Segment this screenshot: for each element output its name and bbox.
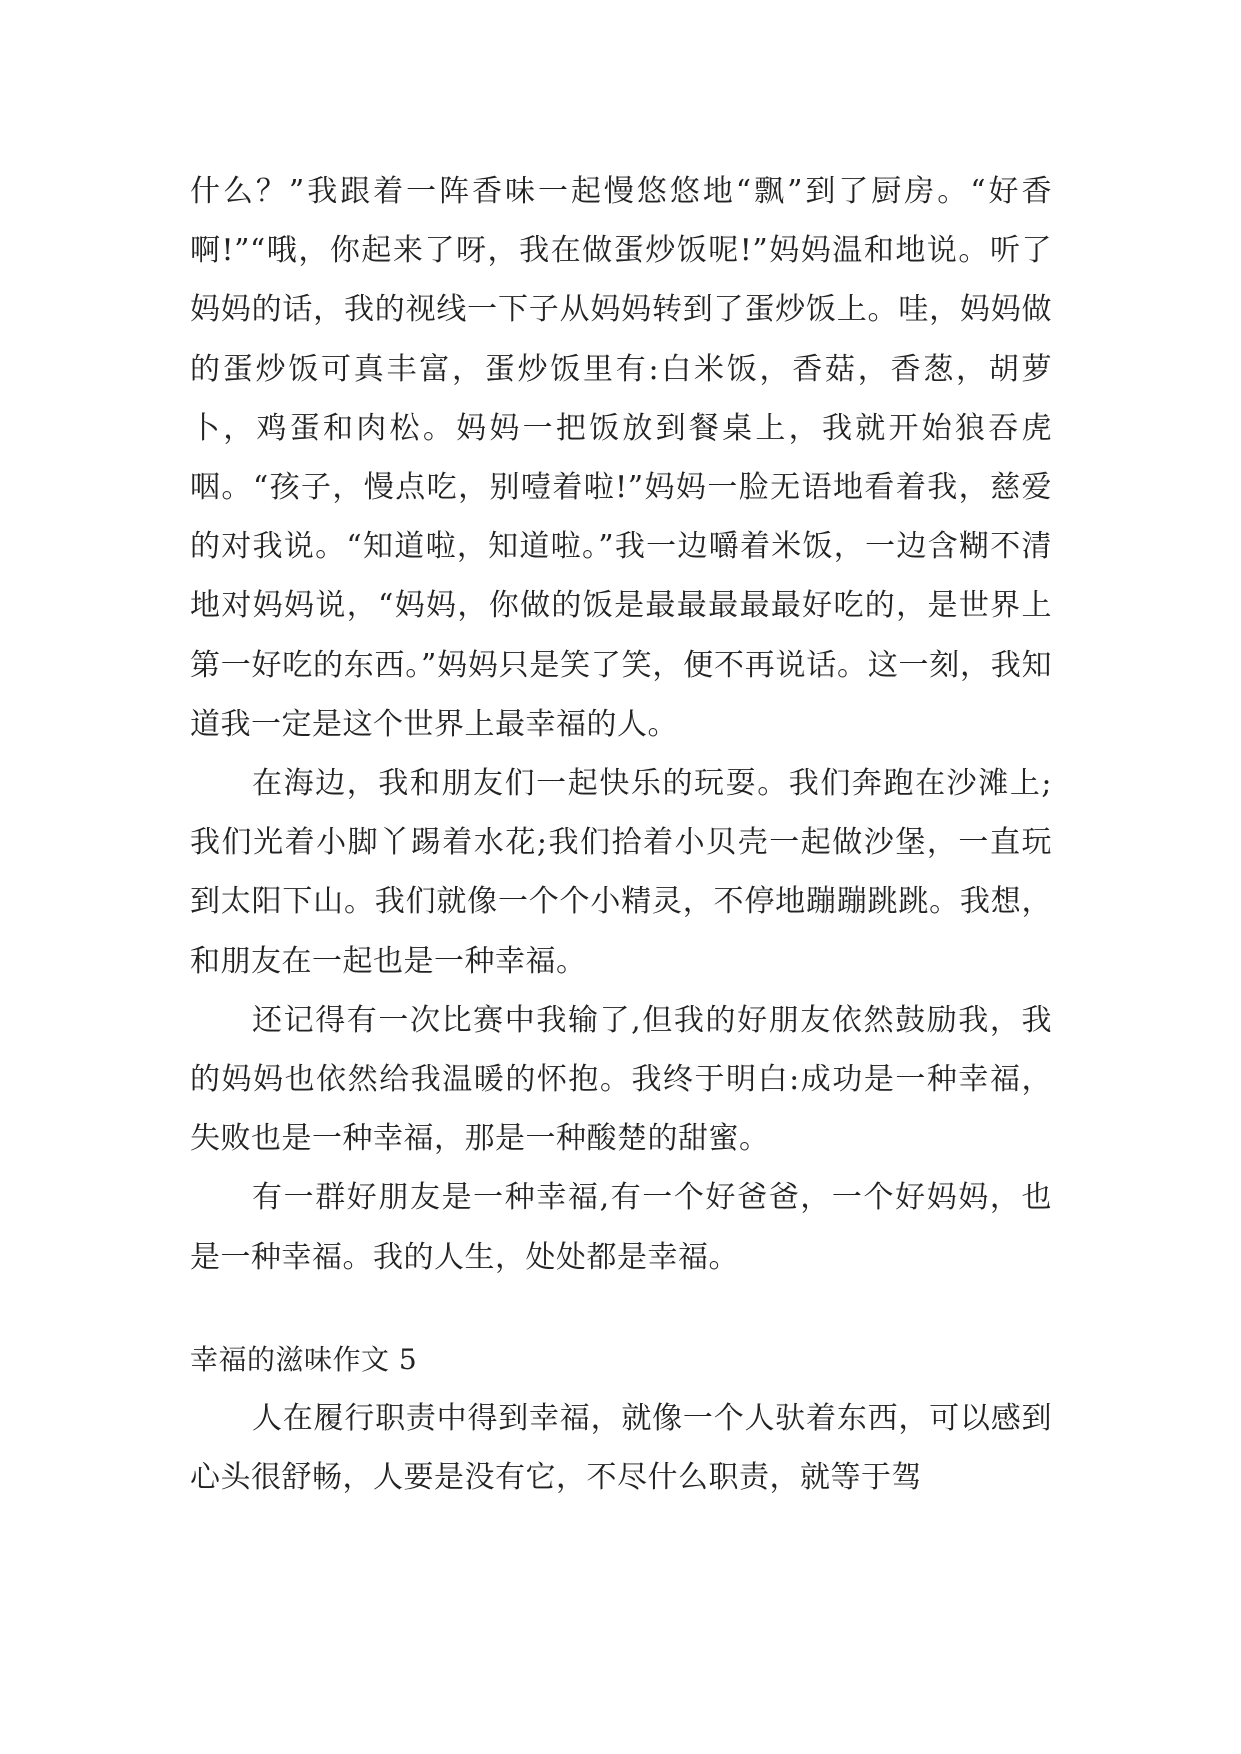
document-body <box>190 162 1052 1507</box>
paragraph-essay5-intro: 人在履行职责中得到幸福，就像一个人驮着东西，可以感到心头很舒畅，人要是没有它，不尽什么职责，就等于驾 <box>190 1401 1052 1496</box>
paragraph-continuation: 什么？”我跟着一阵香味一起慢悠悠地“飘”到了厨房。“好香啊!”“哦，你起来了呀，我在做蛋炒饭呢!”妈妈温和地说。听了妈妈的话，我的视线一下子从妈妈转到了蛋炒饭上。哇，妈妈做的蛋炒饭可真丰富，蛋炒饭里有:白米饭，香菇，香葱，胡萝卜，鸡蛋和肉松。妈妈一把饭放到餐桌上，我就开始狼吞虎咽。“孩子，慢点吃，别噎着啦!”妈妈一脸无语地看着我，慈爱的对我说。“知道啦，知道啦。”我一边嚼着米饭，一边含糊不清地对妈妈说，“妈妈，你做的饭是最最最最最好吃的，是世界上第一好吃的东西。”妈妈只是笑了笑，便不再说话。这一刻，我知道我一定是这个世界上最幸福的人。 <box>190 174 1052 742</box>
paragraph-competition: 还记得有一次比赛中我输了,但我的好朋友依然鼓励我，我的妈妈也依然给我温暖的怀抱。我终于明白:成功是一种幸福，失败也是一种幸福，那是一种酸楚的甜蜜。 <box>190 1002 1052 1157</box>
section-heading: 幸福的滋味作文 5 <box>190 1342 418 1376</box>
paragraph-conclusion: 有一群好朋友是一种幸福,有一个好爸爸，一个好妈妈，也是一种幸福。我的人生，处处都是幸福。 <box>190 1180 1052 1275</box>
paragraph-beach: 在海边，我和朋友们一起快乐的玩耍。我们奔跑在沙滩上;我们光着小脚丫踢着水花;我们拾着小贝壳一起做沙堡，一直玩到太阳下山。我们就像一个个小精灵，不停地蹦蹦跳跳。我想，和朋友在一起也是一种幸福。 <box>190 766 1052 979</box>
